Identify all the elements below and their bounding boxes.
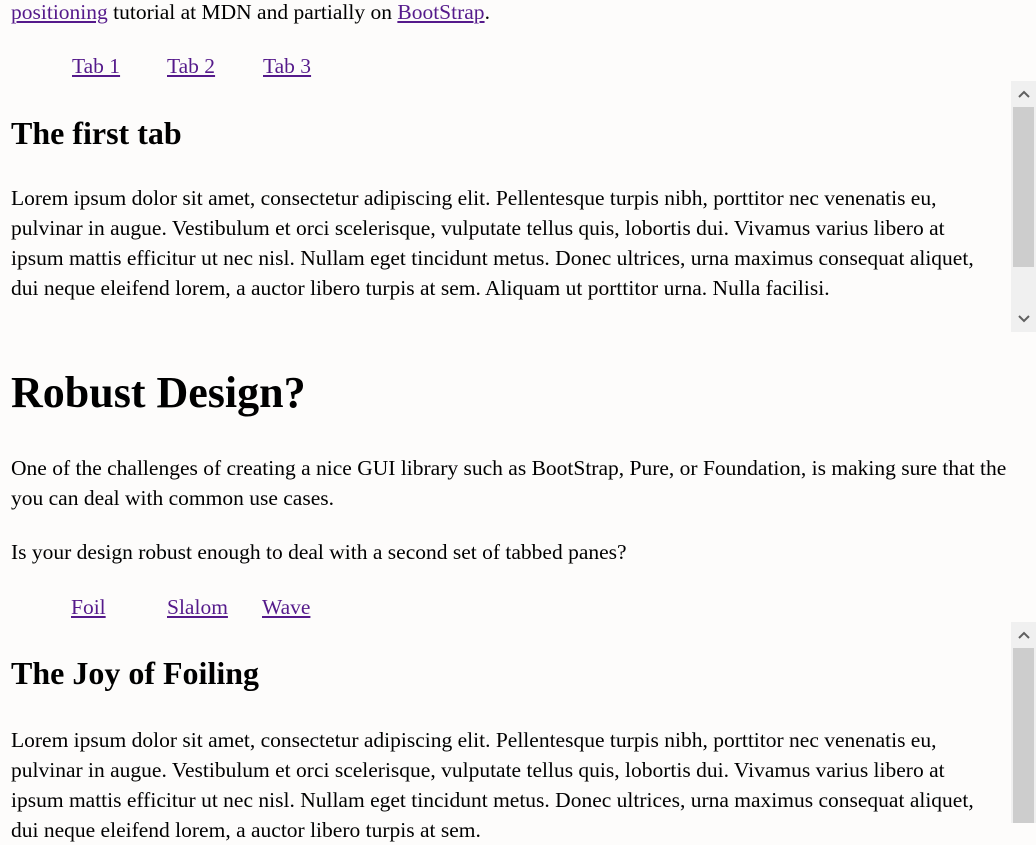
tab-foil[interactable]: Foil: [71, 595, 106, 619]
section-title: Robust Design?: [11, 368, 306, 417]
pane-body: Lorem ipsum dolor sit amet, consectetur adipiscing elit. Pellentesque turpis nibh, porttitor nec venenatis eu, pulvinar in augue. Vestibulum et orci scelerisque, vulputate tellus quis, lobortis dui. Vivamus varius libero at ipsum mattis efficitur ut nec nisl. Nullam eget tincidunt metus. Donec ultrices, urna maximus consequat aliquet, dui neque eleifend lorem, a auctor libero turpis at sem. Aliquam ut porttitor urna. Nulla facilisi.: [11, 186, 974, 300]
intro-paragraph: [11, 0, 490, 27]
tab-slalom[interactable]: Slalom: [167, 595, 228, 619]
tab-pane-2[interactable]: [0, 622, 1026, 842]
pane-body: Lorem ipsum dolor sit amet, consectetur adipiscing elit. Pellentesque turpis nibh, porttitor nec venenatis eu, pulvinar in augue. Vestibulum et orci scelerisque, vulputate tellus quis, lobortis dui. Vivamus varius libero at ipsum mattis efficitur ut nec nisl. Nullam eget tincidunt metus. Donec ultrices, urna maximus consequat aliquet, dui neque eleifend lorem, a auctor libero turpis at sem.: [11, 728, 974, 842]
section-paragraph-2: Is your design robust enough to deal with a second set of tabbed panes?: [11, 540, 627, 564]
pane-heading: The first tab: [11, 115, 182, 151]
tab-1[interactable]: Tab 1: [72, 54, 121, 78]
tab-3[interactable]: Tab 3: [263, 54, 312, 78]
tab-wave[interactable]: Wave: [262, 595, 311, 619]
chevron-down-icon[interactable]: [1011, 306, 1036, 332]
positioning-link[interactable]: positioning: [11, 0, 108, 24]
intro-text-1: tutorial at MDN and partially on: [107, 0, 398, 24]
intro-text-2: .: [484, 0, 490, 24]
pane-2-scrollbar[interactable]: [1011, 622, 1036, 823]
section-paragraph-1: One of the challenges of creating a nice GUI library such as BootStrap, Pure, or Foundation, is making sure that the you can deal with common use cases.: [11, 456, 1007, 510]
pane-heading: The Joy of Foiling: [11, 655, 260, 691]
scrollbar-thumb[interactable]: [1013, 648, 1034, 823]
tab-2[interactable]: Tab 2: [167, 54, 216, 78]
tab-pane-1[interactable]: [0, 81, 1026, 332]
chevron-up-icon[interactable]: [1011, 622, 1036, 648]
scrollbar-thumb[interactable]: [1013, 107, 1034, 267]
chevron-up-icon[interactable]: [1011, 81, 1036, 107]
bootstrap-link[interactable]: BootStrap: [397, 0, 485, 24]
pane-1-scrollbar[interactable]: [1011, 81, 1036, 332]
